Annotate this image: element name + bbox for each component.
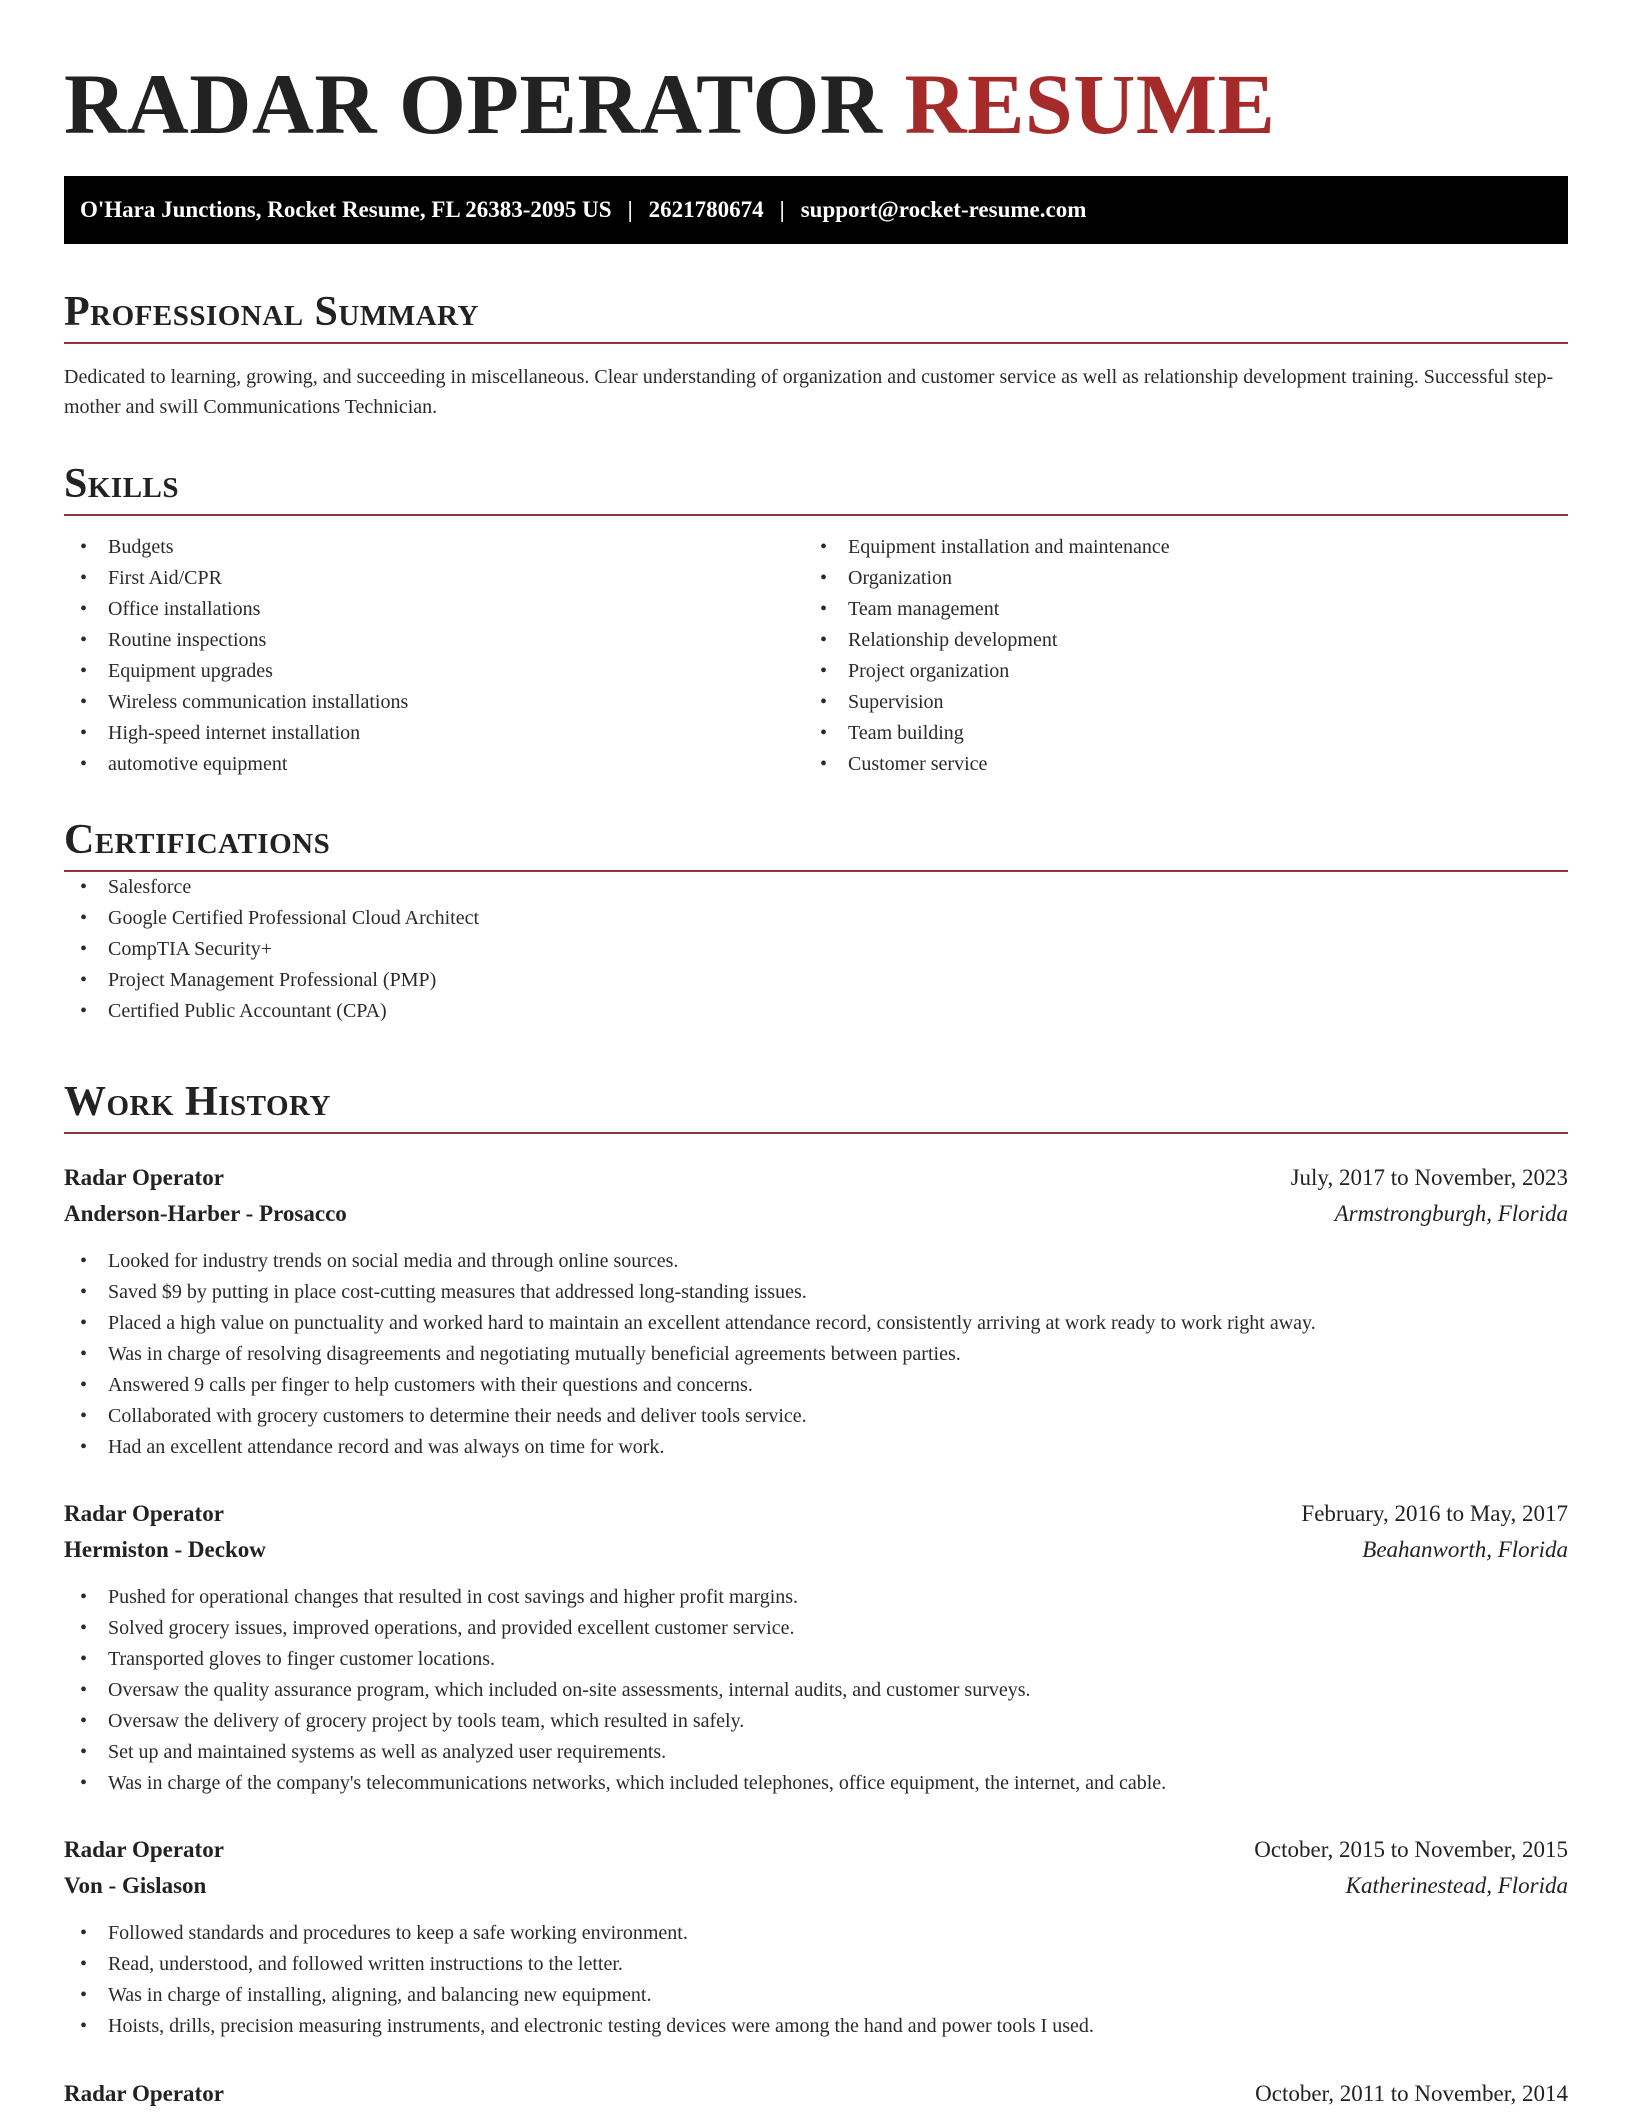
job-duty: • Followed standards and procedures to keep a safe working environment. bbox=[64, 1918, 1568, 1949]
skill-item: • Project organization bbox=[804, 656, 1544, 687]
job-dates: October, 2015 to November, 2015 bbox=[1254, 1837, 1568, 1862]
contact-address: O'Hara Junctions, Rocket Resume, FL 26383-2095 US bbox=[80, 197, 612, 222]
job-location: Katherinestead, Florida bbox=[1345, 1873, 1568, 1898]
skill-item: • Budgets bbox=[64, 532, 804, 563]
job-location: Beahanworth, Florida bbox=[1362, 1537, 1568, 1562]
certification-item: • Certified Public Accountant (CPA) bbox=[64, 996, 1568, 1027]
certifications-list bbox=[64, 872, 1568, 1027]
job-title: Radar Operator bbox=[64, 1501, 224, 1526]
certifications-heading: Certifications bbox=[64, 817, 331, 863]
skill-item: • Wireless communication installations bbox=[64, 687, 804, 718]
job-title: Radar Operator bbox=[64, 2081, 224, 2106]
job-company: Hermiston - Deckow bbox=[64, 1537, 266, 1562]
contact-bar bbox=[64, 176, 1568, 244]
contact-separator: | bbox=[627, 197, 633, 222]
skill-item: • Team building bbox=[804, 718, 1544, 749]
skills-section bbox=[64, 456, 1568, 780]
title-role: RADAR OPERATOR bbox=[64, 56, 883, 152]
skill-item: • automotive equipment bbox=[64, 749, 804, 780]
job-duty: • Was in charge of the company's telecommunications networks, which included telephones, office equipment, the internet, and cable. bbox=[64, 1768, 1568, 1799]
job-duty: • Set up and maintained systems as well as analyzed user requirements. bbox=[64, 1737, 1568, 1768]
job-company-row bbox=[64, 1532, 1568, 1568]
skill-item: • Equipment upgrades bbox=[64, 656, 804, 687]
job-header-row bbox=[64, 1496, 1568, 1532]
skills-left-list bbox=[64, 532, 804, 780]
skills-heading: Skills bbox=[64, 461, 180, 507]
summary-section bbox=[64, 284, 1568, 422]
job-duty: • Oversaw the delivery of grocery project by tools team, which resulted in safely. bbox=[64, 1706, 1568, 1737]
certifications-section bbox=[64, 812, 1568, 1027]
resume-title bbox=[64, 54, 1275, 154]
job-duty: • Placed a high value on punctuality and worked hard to maintain an excellent attendance record, consistently arriving at work ready to work right away. bbox=[64, 1308, 1568, 1339]
job-header-row bbox=[64, 1832, 1568, 1868]
skill-item: • Relationship development bbox=[804, 625, 1544, 656]
work-history-section bbox=[64, 1074, 1568, 1134]
job-company: Von - Gislason bbox=[64, 1873, 207, 1898]
section-divider bbox=[64, 342, 1568, 344]
job-duty: • Answered 9 calls per finger to help customers with their questions and concerns. bbox=[64, 1370, 1568, 1401]
skill-item: • High-speed internet installation bbox=[64, 718, 804, 749]
job-company-row bbox=[64, 1196, 1568, 1232]
job-duty: • Oversaw the quality assurance program, which included on-site assessments, internal audits, and customer surveys. bbox=[64, 1675, 1568, 1706]
work-history-heading: Work History bbox=[64, 1079, 331, 1125]
skill-item: • Routine inspections bbox=[64, 625, 804, 656]
job-title: Radar Operator bbox=[64, 1837, 224, 1862]
job-duties-list bbox=[64, 1246, 1568, 1463]
job-header-row bbox=[64, 1160, 1568, 1196]
skill-item: • Organization bbox=[804, 563, 1544, 594]
title-resume-word: RESUME bbox=[904, 56, 1276, 152]
job-company-row bbox=[64, 1868, 1568, 1904]
contact-separator: | bbox=[779, 197, 785, 222]
job-header-row bbox=[64, 2076, 1568, 2112]
job-duties-list bbox=[64, 1918, 1568, 2042]
job-duty: • Was in charge of resolving disagreements and negotiating mutually beneficial agreements between parties. bbox=[64, 1339, 1568, 1370]
job-duty: • Had an excellent attendance record and was always on time for work. bbox=[64, 1432, 1568, 1463]
certification-item: • Project Management Professional (PMP) bbox=[64, 965, 1568, 996]
section-divider bbox=[64, 514, 1568, 516]
job-duty: • Transported gloves to finger customer locations. bbox=[64, 1644, 1568, 1675]
skill-item: • Equipment installation and maintenance bbox=[804, 532, 1544, 563]
job-duty: • Read, understood, and followed written instructions to the letter. bbox=[64, 1949, 1568, 1980]
skills-grid bbox=[64, 532, 1568, 780]
skill-item: • Team management bbox=[804, 594, 1544, 625]
contact-email: support@rocket-resume.com bbox=[800, 197, 1087, 222]
certification-item: • CompTIA Security+ bbox=[64, 934, 1568, 965]
job-duty: • Hoists, drills, precision measuring instruments, and electronic testing devices were among the hand and power tools I used. bbox=[64, 2011, 1568, 2042]
job-duty: • Solved grocery issues, improved operations, and provided excellent customer service. bbox=[64, 1613, 1568, 1644]
skill-item: • Customer service bbox=[804, 749, 1544, 780]
job-entry bbox=[64, 1832, 1568, 2042]
job-entry bbox=[64, 1496, 1568, 1799]
job-dates: February, 2016 to May, 2017 bbox=[1301, 1501, 1568, 1526]
job-duty: • Looked for industry trends on social media and through online sources. bbox=[64, 1246, 1568, 1277]
job-duty: • Collaborated with grocery customers to determine their needs and deliver tools service. bbox=[64, 1401, 1568, 1432]
job-entry bbox=[64, 2076, 1568, 2112]
certification-item: • Google Certified Professional Cloud Architect bbox=[64, 903, 1568, 934]
job-entry bbox=[64, 1160, 1568, 1463]
skills-right-list bbox=[804, 532, 1544, 780]
job-title: Radar Operator bbox=[64, 1165, 224, 1190]
job-duty: • Was in charge of installing, aligning, and balancing new equipment. bbox=[64, 1980, 1568, 2011]
job-location: Armstrongburgh, Florida bbox=[1334, 1201, 1568, 1226]
skill-item: • Supervision bbox=[804, 687, 1544, 718]
certification-item: • Salesforce bbox=[64, 872, 1568, 903]
job-duty: • Pushed for operational changes that resulted in cost savings and higher profit margins. bbox=[64, 1582, 1568, 1613]
summary-text: Dedicated to learning, growing, and succeeding in miscellaneous. Clear understanding of organization and customer service as well as relationship development training. Successful step-mother and swill Communications Technician. bbox=[64, 366, 1554, 418]
job-duty: • Saved $9 by putting in place cost-cutting measures that addressed long-standing issues. bbox=[64, 1277, 1568, 1308]
skill-item: • First Aid/CPR bbox=[64, 563, 804, 594]
job-dates: July, 2017 to November, 2023 bbox=[1290, 1165, 1568, 1190]
section-divider bbox=[64, 1132, 1568, 1134]
summary-heading: Professional Summary bbox=[64, 289, 479, 335]
skill-item: • Office installations bbox=[64, 594, 804, 625]
job-dates: October, 2011 to November, 2014 bbox=[1255, 2081, 1568, 2106]
job-duties-list bbox=[64, 1582, 1568, 1799]
contact-phone: 2621780674 bbox=[648, 197, 764, 222]
job-company: Anderson-Harber - Prosacco bbox=[64, 1201, 347, 1226]
